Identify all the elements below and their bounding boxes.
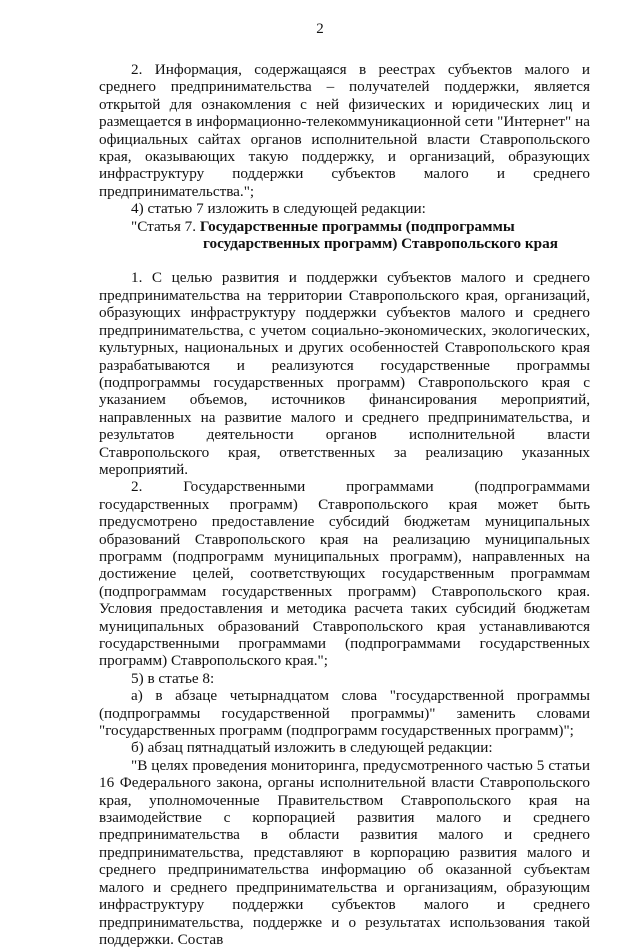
article7-title-line2: государственных программ) Ставропольского края [203, 235, 558, 253]
article6-part2-paragraph: 2. Информация, содержащаяся в реестрах субъектов малого и среднего предпринимательства – получателей поддержки, является открытой для ознакомления с ней физических и юридических лиц и размещается в информационно-телекоммуникационной сети "Интернет" на официальных сайтах органов исполнительной власти Ставропольского края, оказывающих такую поддержку, и организаций, образующих инфраструктуру поддержки субъектов малого и среднего предпринимательства."; [99, 61, 590, 200]
document-body [99, 61, 590, 948]
spacer [99, 252, 590, 269]
item5-paragraph: 5) в статье 8: [131, 669, 215, 687]
article7-prefix: "Статья 7. [131, 217, 200, 235]
page-number: 2 [316, 21, 324, 37]
article7-title-line1: Государственные программы (подпрограммы [199, 217, 515, 235]
item5b-paragraph: б) абзац пятнадцатый изложить в следующей редакции: [131, 739, 493, 757]
article7-part2-paragraph: 2. Государственными программами (подпрограммами государственных программ) Ставропольского края может быть предусмотрено предоставление субсидий бюджетам муниципальных образований Ставропольского края на реализацию муниципальных программ (подпрограмм муниципальных программ), направленных на достижение целей, соответствующих государственным программам (подпрограммам государственных программ) Ставропольского края. Условия предоставления и методика расчета таких субсидий бюджетам муниципальных образований Ставропольского края устанавливаются государственными программами (подпрограммами государственных программ) Ставропольского края."; [99, 478, 590, 670]
article7-heading [99, 218, 590, 253]
item4-paragraph: 4) статью 7 изложить в следующей редакции: [131, 200, 426, 218]
article7-part1-paragraph: 1. С целью развития и поддержки субъектов малого и среднего предпринимательства на территории Ставропольского края, организаций, образующих инфраструктуру поддержки субъектов малого и среднего предпринимательства, с учетом социально-экономических, экологических, культурных, национальных и других особенностей Ставропольского края разрабатываются и реализуются государственные программы (подпрограммы государственных программ) Ставропольского края с указанием объемов, источников финансирования мероприятий, направленных на развитие малого и среднего предпринимательства, и результатов деятельности органов исполнительной власти Ставропольского края, ответственных за реализацию указанных мероприятий. [99, 269, 590, 478]
item5b-text-paragraph: "В целях проведения мониторинга, предусмотренного частью 5 статьи 16 Федерального закона, органы исполнительной власти Ставропольского края, уполномоченные Правительством Ставропольского края на взаимодействие с корпорацией развития малого и среднего предпринимательства в области развития малого и среднего предпринимательства, представляют в корпорацию развития малого и среднего предпринимательства информацию об оказанной субъектам малого и среднего предпринимательства и организациям, образующим инфраструктуру поддержки субъектов малого и среднего предпринимательства, поддержке и о результатах использования такой поддержки. Состав [99, 756, 590, 948]
item5a-paragraph: а) в абзаце четырнадцатом слова "государственной программы (подпрограммы государственной программы)" заменить словами "государственных программ (подпрограмм государственных программ)"; [99, 687, 590, 740]
